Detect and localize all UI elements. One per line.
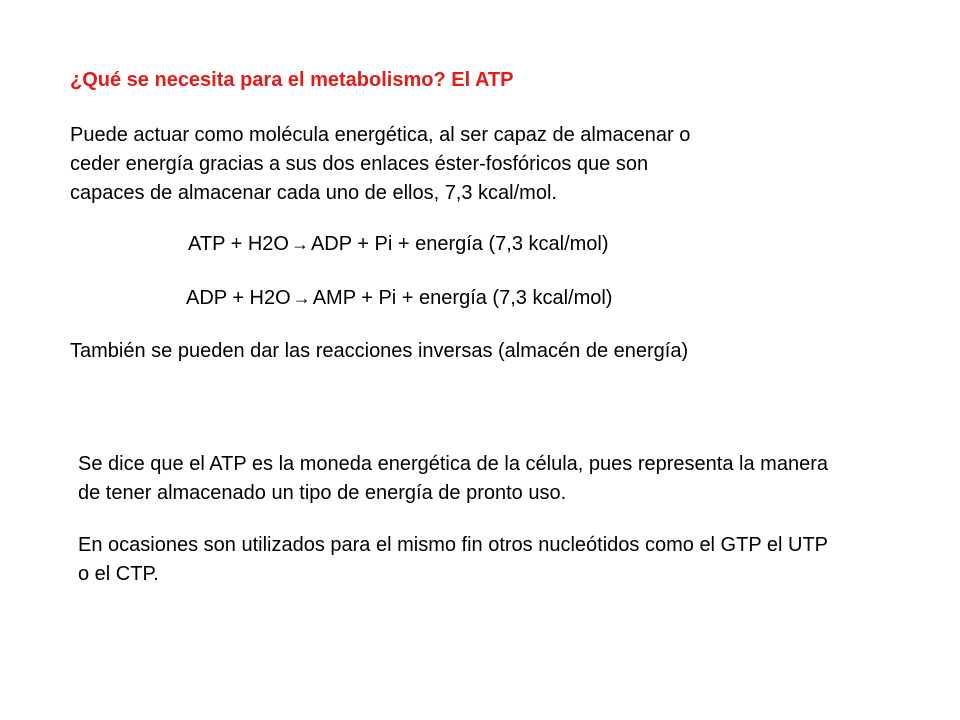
- arrow-right-icon: →: [292, 288, 311, 308]
- spacer: [78, 508, 828, 531]
- energy-currency-section: [78, 450, 828, 589]
- arrow-right-icon: →: [290, 234, 309, 254]
- inverse-reactions-note: También se pueden dar las reacciones inversas (almacén de energía): [70, 340, 689, 362]
- equation-reactants: ATP + H2O: [188, 233, 289, 255]
- equation-products: ADP + Pi + energía (7,3 kcal/mol): [310, 233, 609, 255]
- equation-products: AMP + Pi + energía (7,3 kcal/mol): [312, 287, 613, 309]
- atp-section: [70, 66, 860, 366]
- intro-line-2: ceder energía gracias a sus dos enlaces éster-fosfóricos que son: [70, 153, 649, 175]
- other-nucleotides-paragraph: En ocasiones son utilizados para el mismo fin otros nucleótidos como el GTP el UTP o el CTP.: [78, 534, 828, 585]
- equation-adp-hydrolysis: [70, 284, 860, 313]
- spacer: [70, 95, 860, 121]
- intro-line-3: capaces de almacenar cada uno de ellos, 7,3 kcal/mol.: [70, 182, 557, 204]
- intro-line-1: Puede actuar como molécula energética, al ser capaz de almacenar o: [70, 124, 691, 146]
- currency-paragraph: Se dice que el ATP es la moneda energética de la célula, pues representa la manera de tener almacenado un tipo de energía de pronto uso.: [78, 453, 828, 504]
- slide-title: ¿Qué se necesita para el metabolismo? El ATP: [70, 69, 514, 91]
- equation-reactants: ADP + H2O: [186, 287, 291, 309]
- equation-atp-hydrolysis: [70, 230, 860, 259]
